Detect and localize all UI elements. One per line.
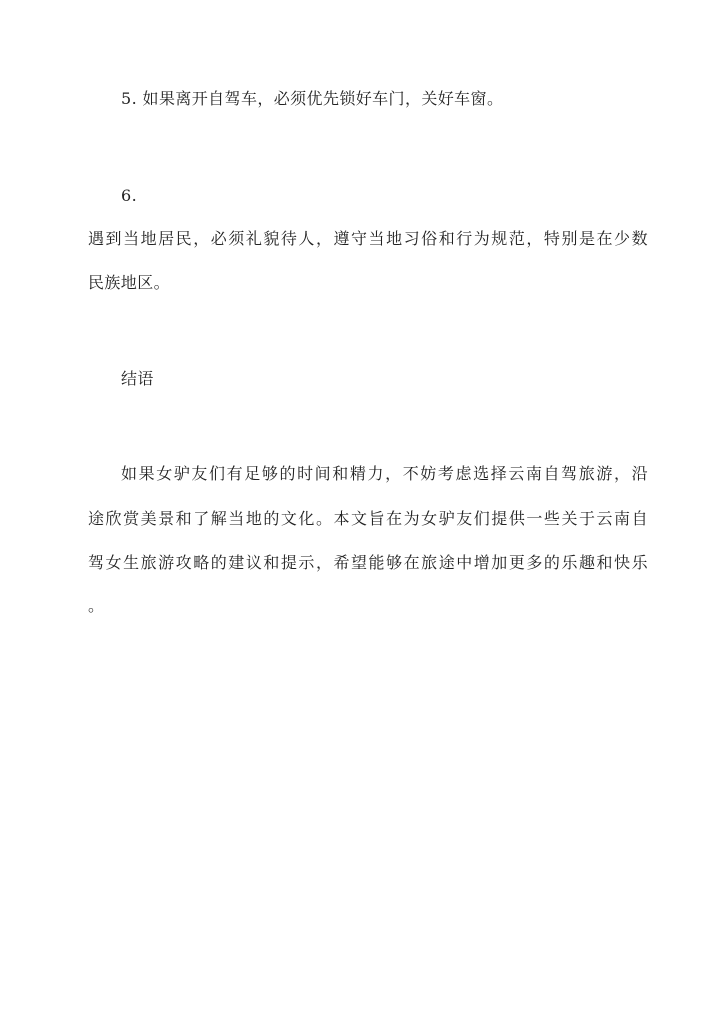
item-6-number: 6. bbox=[121, 186, 138, 205]
conclusion-text-line-4: 。 bbox=[88, 596, 105, 615]
conclusion-text-line-1: 如果女驴友们有足够的时间和精力，不妨考虑选择云南自驾旅游，沿 bbox=[121, 464, 648, 483]
conclusion-heading: 结语 bbox=[121, 369, 154, 388]
item-6-text-line-2: 民族地区。 bbox=[88, 273, 171, 292]
item-5-text: 5. 如果离开自驾车，必须优先锁好车门，关好车窗。 bbox=[121, 89, 504, 108]
item-6-text-line-1: 遇到当地居民，必须礼貌待人，遵守当地习俗和行为规范，特别是在少数 bbox=[88, 229, 648, 248]
conclusion-text-line-3: 驾女生旅游攻略的建议和提示，希望能够在旅途中增加更多的乐趣和快乐 bbox=[88, 553, 648, 572]
conclusion-text-line-2: 途欣赏美景和了解当地的文化。本文旨在为女驴友们提供一些关于云南自 bbox=[88, 509, 648, 528]
